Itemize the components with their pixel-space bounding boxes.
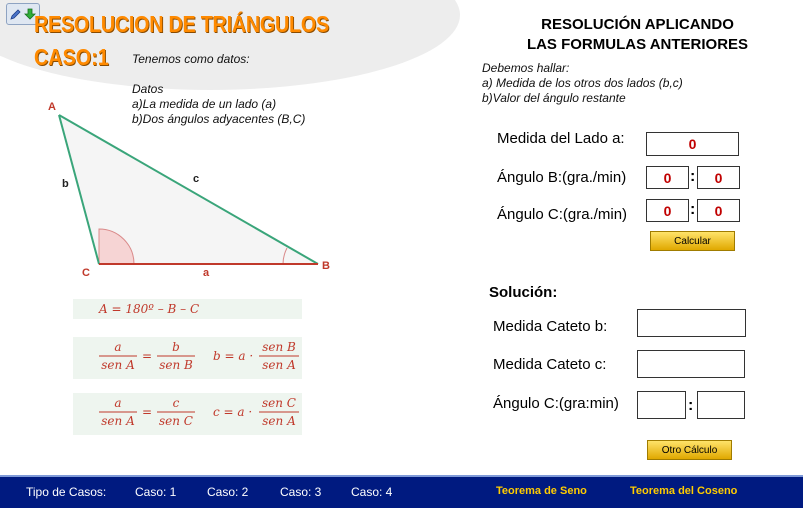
solution-angle-c-minutes xyxy=(697,391,745,419)
side-b-label: b xyxy=(62,178,69,190)
side-a-label: a xyxy=(203,267,210,279)
b-equation-lhs: b = a · xyxy=(213,349,254,363)
side-c-label: c xyxy=(193,173,200,185)
frac1-den: sen A xyxy=(101,358,135,372)
formula-angle-a-svg xyxy=(73,299,302,319)
side-a-input[interactable]: 0 xyxy=(646,132,739,156)
nav-sine-law[interactable]: Teorema de Seno xyxy=(496,485,587,497)
nav-cosine-law[interactable]: Teorema del Coseno xyxy=(630,485,738,497)
angle-c-colon: : xyxy=(690,201,696,218)
angle-b-input-label: Ángulo B:(gra./min) xyxy=(497,169,627,186)
triangle-diagram xyxy=(40,90,350,285)
cateto-b-output xyxy=(637,309,746,337)
solution-title: Solución: xyxy=(489,284,558,301)
find-title: Debemos hallar: xyxy=(482,61,570,75)
page-title: RESOLUCION DE TRIÁNGULOS xyxy=(34,11,329,37)
pencil-icon xyxy=(10,8,22,20)
right-heading-line2: LAS FORMULAS ANTERIORES xyxy=(526,36,749,53)
frac6-num: sen C xyxy=(262,396,296,410)
equals-sign-2: = xyxy=(141,405,153,419)
angle-c-minutes-input[interactable]: 0 xyxy=(697,199,740,222)
frac2-den: sen B xyxy=(159,358,193,372)
solution-angle-c-label: Ángulo C:(gra:min) xyxy=(493,395,619,412)
given-heading: Datos xyxy=(132,82,164,96)
nav-case-3[interactable]: Caso: 3 xyxy=(280,485,322,499)
vertex-a-label: A xyxy=(48,101,56,113)
angle-b-degrees-input[interactable]: 0 xyxy=(646,166,689,189)
nav-case-1[interactable]: Caso: 1 xyxy=(135,485,177,499)
frac2-num: b xyxy=(172,340,180,354)
given-intro: Tenemos como datos: xyxy=(132,52,250,66)
formula-law-b xyxy=(73,337,302,379)
other-calculation-button[interactable]: Otro Cálculo xyxy=(647,440,732,460)
frac4-den: sen A xyxy=(101,414,135,428)
frac6-den: sen A xyxy=(262,414,296,428)
cateto-c-label: Medida Cateto c: xyxy=(493,356,607,373)
given-item-a: a)La medida de un lado (a) xyxy=(132,97,277,111)
frac5-num: c xyxy=(172,396,180,410)
formula-law-c-svg xyxy=(73,393,302,435)
cateto-c-output xyxy=(637,350,745,378)
c-equation-lhs: c = a · xyxy=(213,405,253,419)
formula-angle-a xyxy=(73,299,302,319)
solution-angle-colon: : xyxy=(688,397,694,414)
formula-angle-a-text: A = 180º – B – C xyxy=(99,302,200,316)
frac1-num: a xyxy=(114,340,122,354)
equals-sign: = xyxy=(141,349,153,363)
nav-case-4[interactable]: Caso: 4 xyxy=(351,485,393,499)
frac3-num: sen B xyxy=(262,340,296,354)
vertex-c-label: C xyxy=(82,267,90,279)
angle-b-colon: : xyxy=(690,168,696,185)
given-item-b: b)Dos ángulos adyacentes (B,C) xyxy=(132,112,306,126)
find-item-b: b)Valor del ángulo restante xyxy=(482,91,626,105)
vertex-b-label: B xyxy=(322,260,330,272)
right-heading-line1: RESOLUCIÓN APLICANDO xyxy=(541,16,734,33)
frac4-num: a xyxy=(114,396,122,410)
angle-b-minutes-input[interactable]: 0 xyxy=(697,166,740,189)
nav-case-2[interactable]: Caso: 2 xyxy=(207,485,249,499)
angle-c-degrees-input[interactable]: 0 xyxy=(646,199,689,222)
solution-angle-c-degrees xyxy=(637,391,686,419)
formula-law-c xyxy=(73,393,302,435)
find-item-a: a) Medida de los otros dos lados (b,c) xyxy=(482,76,683,90)
side-a-input-label: Medida del Lado a: xyxy=(497,130,625,147)
case-label: CASO:1 xyxy=(34,44,109,70)
frac5-den: sen C xyxy=(159,414,193,428)
calculate-button[interactable]: Calcular xyxy=(650,231,735,251)
case-types-label: Tipo de Casos: xyxy=(26,485,107,499)
cateto-b-label: Medida Cateto b: xyxy=(493,318,608,335)
angle-c-input-label: Ángulo C:(gra./min) xyxy=(497,206,628,223)
frac3-den: sen A xyxy=(262,358,296,372)
formula-law-b-svg xyxy=(73,337,302,379)
